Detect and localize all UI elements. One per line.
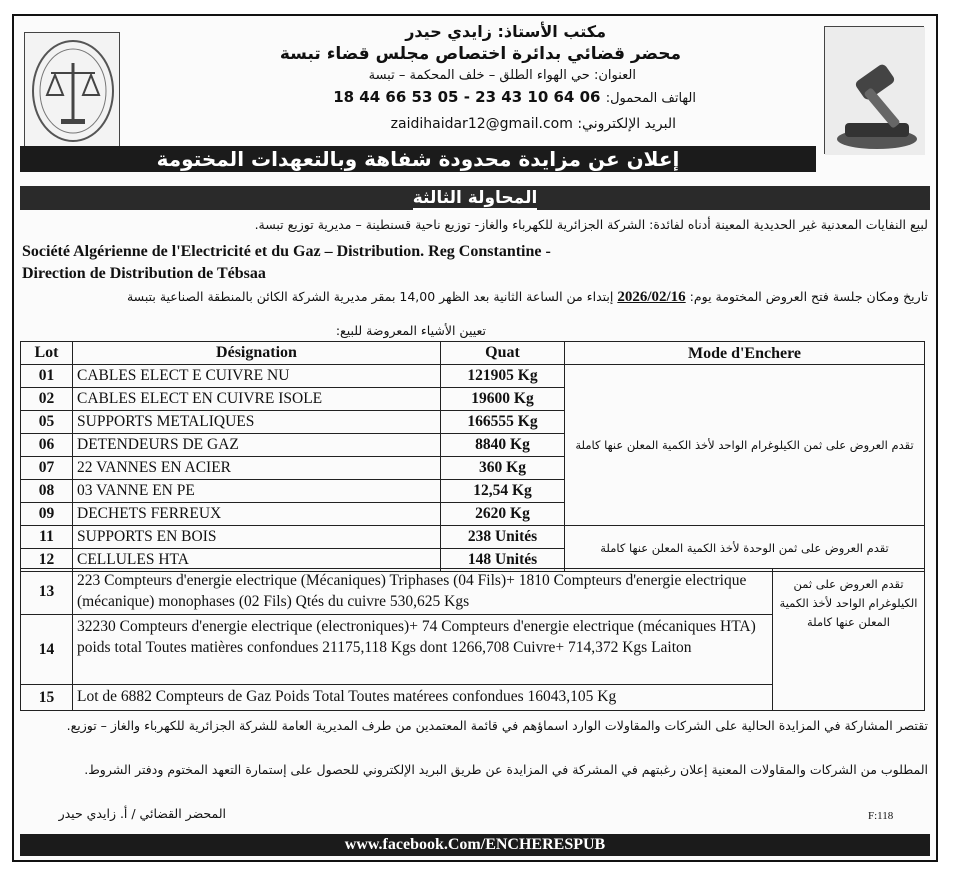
lot-quantity: 360 Kg (441, 457, 565, 480)
bailiff-signature: المحضر القضائي / أ. زايدي حيدر (58, 806, 226, 821)
header-quantity: Quat (441, 342, 565, 365)
email-address: zaidihaidar12@gmail.com (390, 116, 573, 132)
bailiff-seal-logo (24, 32, 120, 148)
lot-quantity: 121905 Kg (441, 365, 565, 388)
company-name-fr-2: Direction de Distribution de Tébsaa (22, 265, 266, 282)
lot-number: 11 (21, 526, 73, 549)
mode-per-kg: تقدم العروض على ثمن الكيلوغرام الواحد لأخذ الكمية المعلن عنها كاملة (565, 365, 925, 526)
company-name-fr-1: Société Algérienne de l'Electricité et du Gaz – Distribution. Reg Constantine - (22, 243, 551, 260)
lot-number: 01 (21, 365, 73, 388)
mode-per-unit: تقدم العروض على ثمن الوحدة لأخذ الكمية المعلن عنها كاملة (565, 526, 925, 572)
lot-quantity: 8840 Kg (441, 434, 565, 457)
session-date: 2026/02/16 (617, 289, 686, 305)
table-row (21, 365, 925, 388)
lot-designation: DETENDEURS DE GAZ (73, 434, 441, 457)
table-row (21, 569, 925, 615)
header-lot: Lot (21, 342, 73, 365)
lot-quantity: 12,54 Kg (441, 480, 565, 503)
session-suffix: إبتداء من الساعة الثانية بعد الظهر 14,00 بمقر مديرية الشركة الكائن بالمنطقة الصناعية بتبسة (126, 289, 614, 304)
meters-table (20, 568, 925, 711)
lot-number: 02 (21, 388, 73, 411)
phone-line (333, 88, 696, 106)
lot-designation: 32230 Compteurs d'energie electrique (electroniques)+ 74 Compteurs d'energie electrique (mécaniques HTA) poids total Toutes matières confondues 21175,118 Kgs dont 1266,708 Cuivre+ 714,372 Kgs Laiton (73, 615, 773, 685)
header-designation: Désignation (73, 342, 441, 365)
header-mode: Mode d'Enchere (565, 342, 925, 365)
sale-description: لبيع النفايات المعدنية غير الحديدية المعينة أدناه لفائدة: الشركة الجزائرية للكهرباء والغاز- توزيع ناحية قسنطينة – مديرية توزيع تبسة. (254, 217, 928, 232)
attempt-label: المحاولة الثالثة (412, 188, 538, 208)
lot-designation: 03 VANNE EN PE (73, 480, 441, 503)
announcement-page (12, 14, 938, 862)
lot-number: 12 (21, 549, 73, 572)
lot-number: 13 (21, 569, 73, 615)
table-row (21, 526, 925, 549)
phone-label: الهاتف المحمول: (605, 91, 696, 106)
lot-designation: CABLES ELECT E CUIVRE NU (73, 365, 441, 388)
phone-numbers: 06 64 10 43 23 - 05 53 66 44 18 (333, 88, 601, 106)
email-line (391, 116, 676, 132)
email-request-condition: المطلوب من الشركات والمقاولات المعنية إعلان رغبتهم في المشركة في المزايدة عن طريق البريد الإلكتروني للحصول على إستمارة التعهد المختوم ودفتر الشروط. (84, 762, 928, 777)
facebook-link-footer[interactable]: www.facebook.Com/ENCHERESPUB (20, 834, 930, 856)
lot-quantity: 238 Unités (441, 526, 565, 549)
lot-designation: DECHETS FERREUX (73, 503, 441, 526)
participation-condition: تقتصر المشاركة في المزايدة الحالية على الشركات والمقاولات الوارد اسماؤهم في قائمة المعتمدين من طرف المديرية العامة للشركة الجزائرية للكهرباء والغاز – توزيع. (66, 718, 928, 733)
office-name: مكتب الأستاذ: زايدي حيدر (405, 22, 606, 41)
lot-number: 05 (21, 411, 73, 434)
lot-quantity: 2620 Kg (441, 503, 565, 526)
announcement-title-banner: إعلان عن مزايدة محدودة شفاهة وبالتعهدات المختومة (20, 146, 816, 172)
attempt-banner (20, 186, 930, 210)
lot-designation: 22 VANNES EN ACIER (73, 457, 441, 480)
lot-number: 06 (21, 434, 73, 457)
email-label: البريد الإلكتروني: (577, 116, 676, 132)
lot-quantity: 148 Unités (441, 549, 565, 572)
lot-number: 08 (21, 480, 73, 503)
lot-number: 15 (21, 685, 73, 711)
lot-number: 14 (21, 615, 73, 685)
lot-designation: CELLULES HTA (73, 549, 441, 572)
court-title: محضر قضائي بدائرة اختصاص مجلس قضاء تبسة (279, 44, 681, 64)
lots-table (20, 341, 925, 572)
lot-designation: 223 Compteurs d'energie electrique (Mécaniques) Triphases (04 Fils)+ 1810 Compteurs d'energie electrique (mécanique) monophases (02 Fils) Qtés du cuivre 530,625 Kgs (73, 569, 773, 615)
session-prefix: تاريخ ومكان جلسة فتح العروض المختومة يوم: (689, 289, 928, 304)
table-header-row (21, 342, 925, 365)
office-address: العنوان: حي الهواء الطلق – خلف المحكمة – تبسة (368, 68, 636, 83)
items-label: تعيين الأشياء المعروضة للبيع: (335, 323, 486, 338)
lot-number: 09 (21, 503, 73, 526)
lot-quantity: 19600 Kg (441, 388, 565, 411)
lot-designation: SUPPORTS EN BOIS (73, 526, 441, 549)
lot-designation: Lot de 6882 Compteurs de Gaz Poids Total Toutes matérees confondues 16043,105 Kg (73, 685, 773, 711)
session-info (18, 288, 928, 306)
mode-per-kg-meters: تقدم العروض على ثمن الكيلوغرام الواحد لأخذ الكمية المعلن عنها كاملة (773, 569, 925, 711)
lot-number: 07 (21, 457, 73, 480)
lot-designation: CABLES ELECT EN CUIVRE ISOLE (73, 388, 441, 411)
form-reference: F:118 (868, 810, 894, 822)
lot-designation: SUPPORTS METALIQUES (73, 411, 441, 434)
lot-quantity: 166555 Kg (441, 411, 565, 434)
gavel-image (824, 26, 924, 154)
